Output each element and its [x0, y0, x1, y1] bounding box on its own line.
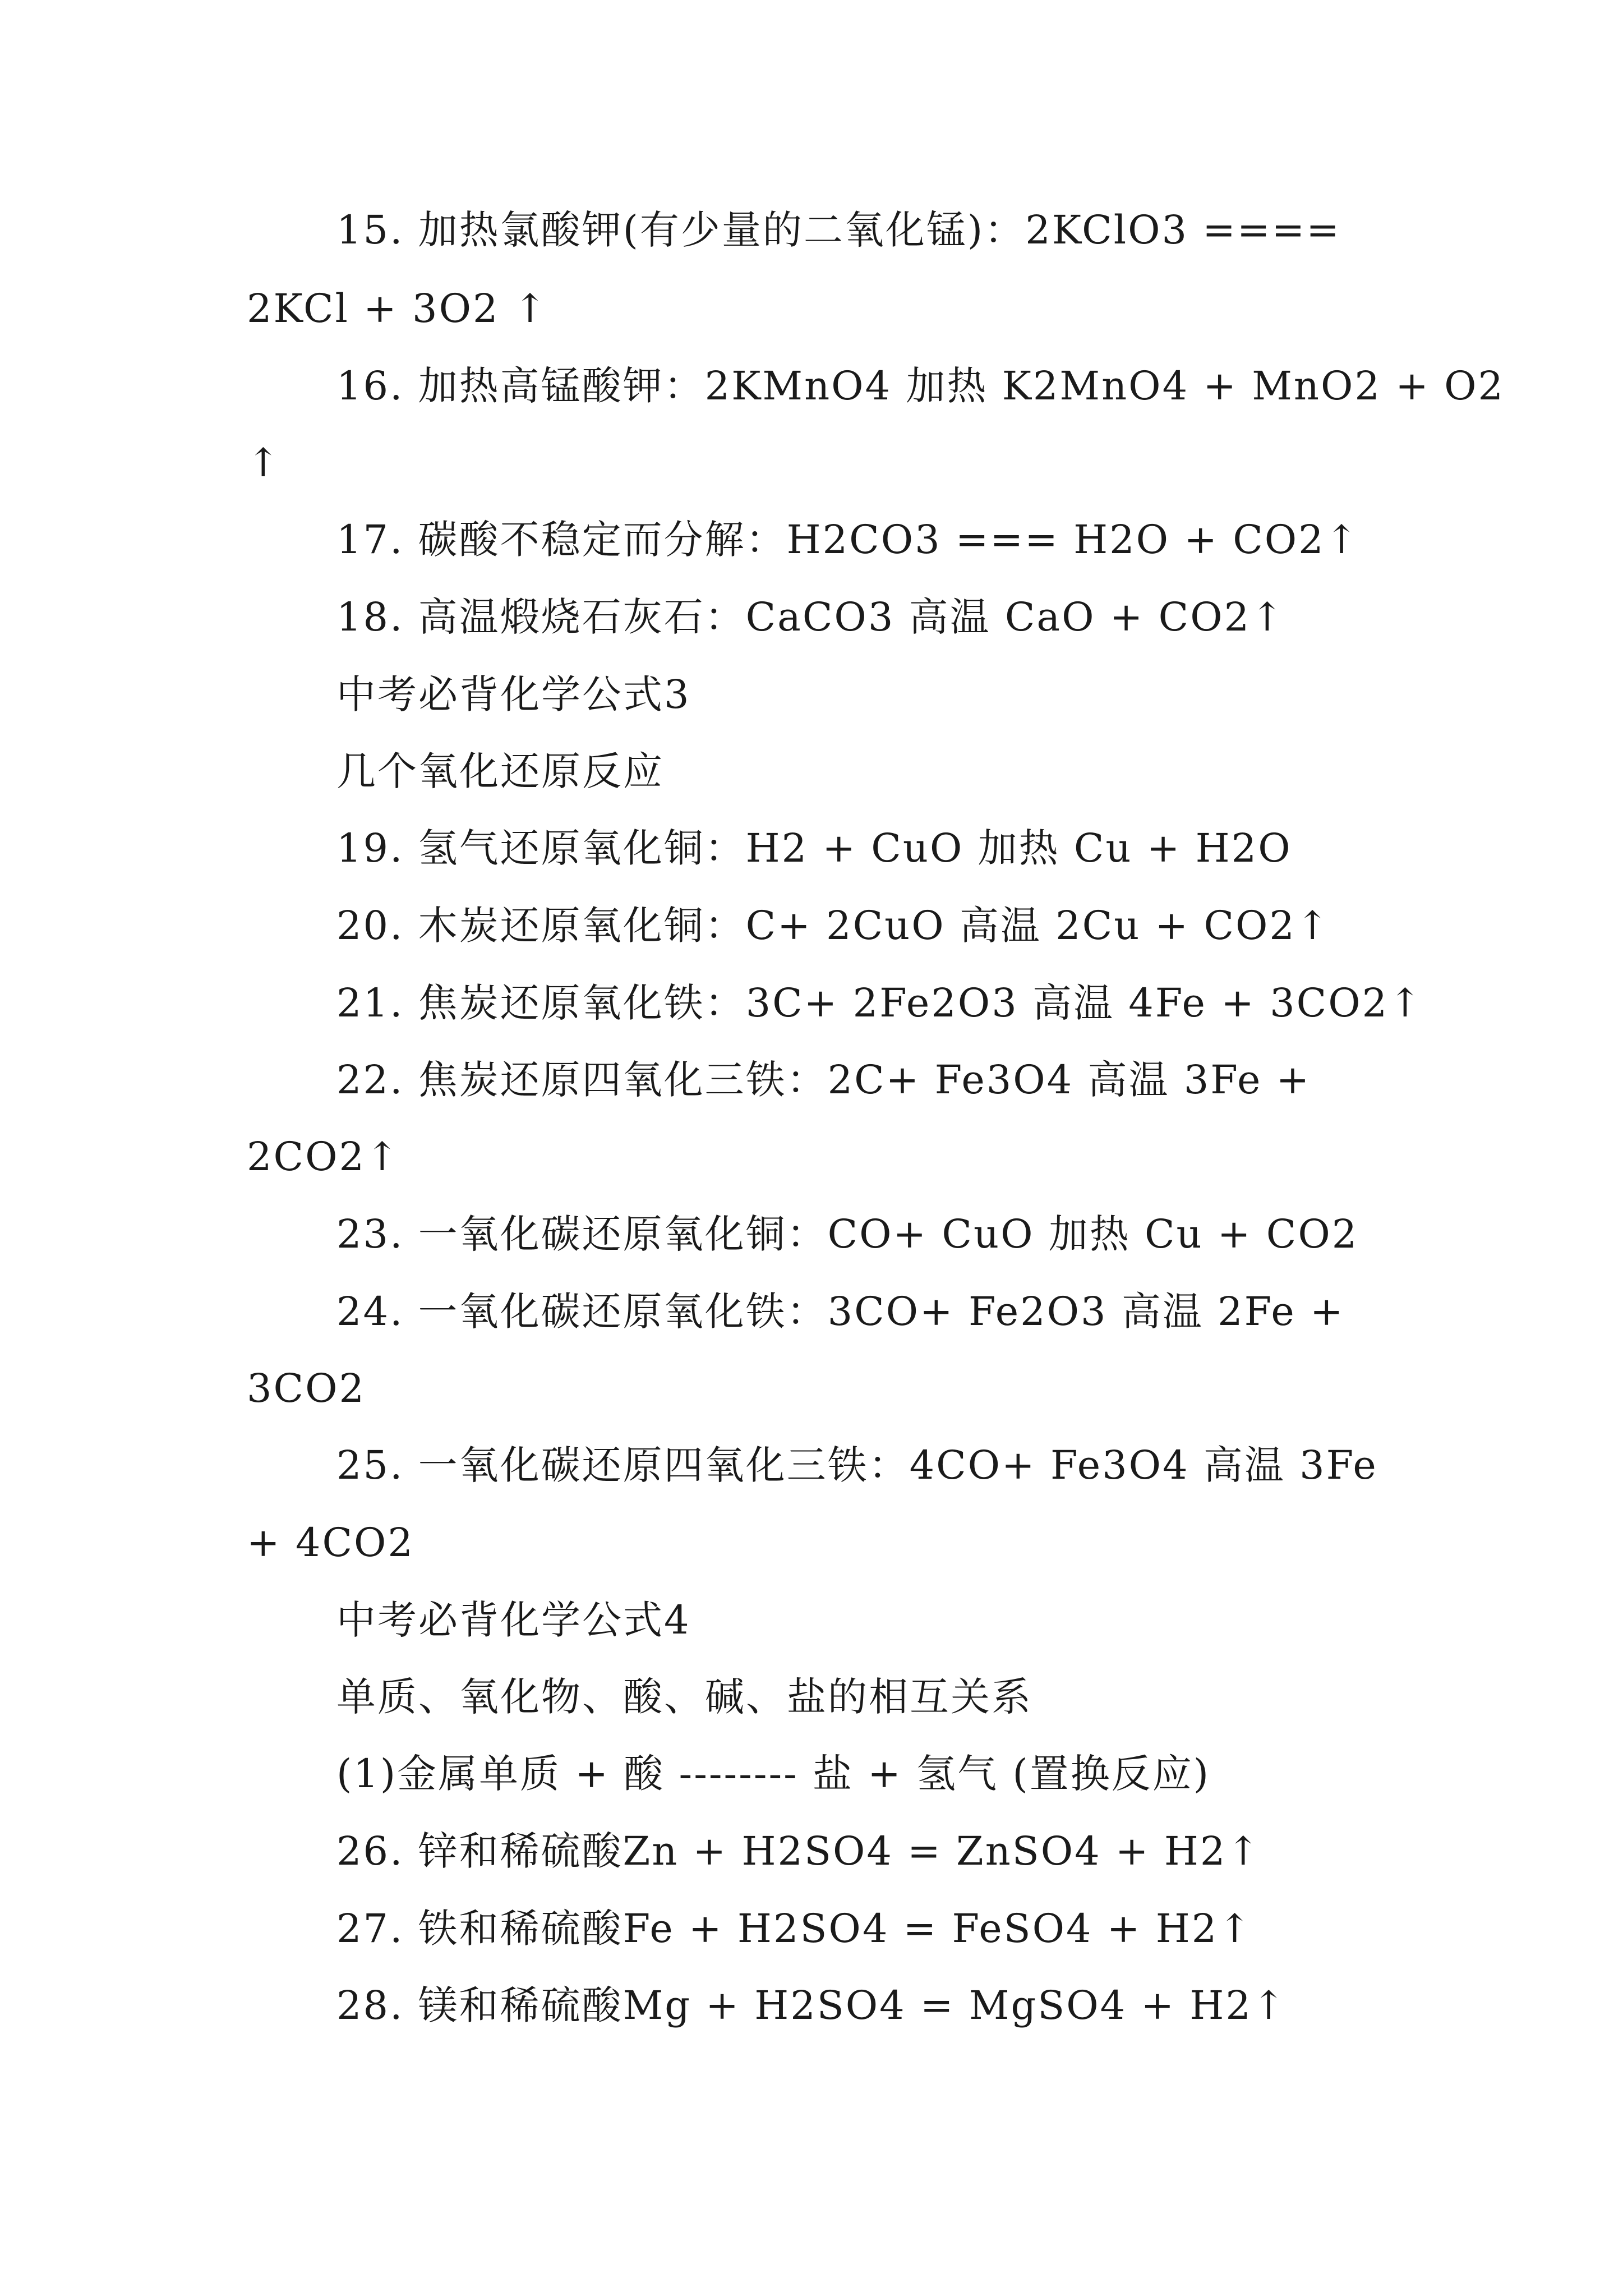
- equation-line-18: 18. 高温煅烧石灰石：CaCO3 高温 CaO + CO2↑: [336, 594, 1285, 640]
- section-subheading-redox: 几个氧化还原反应: [336, 748, 664, 794]
- equation-line-25-cont: + 4CO2: [247, 1520, 414, 1566]
- equation-line-24-cont: 3CO2: [247, 1365, 366, 1411]
- equation-line-24: 24. 一氧化碳还原氧化铁：3CO+ Fe2O3 高温 2Fe +: [336, 1289, 1345, 1335]
- equation-line-25: 25. 一氧化碳还原四氧化三铁：4CO+ Fe3O4 高温 3Fe: [336, 1442, 1378, 1488]
- equation-line-20: 20. 木炭还原氧化铜：C+ 2CuO 高温 2Cu + CO2↑: [336, 903, 1331, 949]
- equation-line-15-cont: 2KCl + 3O2 ↑: [247, 286, 548, 332]
- equation-line-26: 26. 锌和稀硫酸Zn + H2SO4 = ZnSO4 + H2↑: [336, 1828, 1262, 1874]
- equation-line-16-cont: ↑: [247, 440, 282, 486]
- equation-line-15: 15. 加热氯酸钾(有少量的二氧化锰)：2KClO3 ====: [336, 207, 1341, 253]
- equation-line-22: 22. 焦炭还原四氧化三铁：2C+ Fe3O4 高温 3Fe +: [336, 1057, 1311, 1103]
- equation-line-23: 23. 一氧化碳还原氧化铜：CO+ CuO 加热 Cu + CO2: [336, 1211, 1359, 1257]
- equation-line-27: 27. 铁和稀硫酸Fe + H2SO4 = FeSO4 + H2↑: [336, 1906, 1253, 1952]
- equation-line-19: 19. 氢气还原氧化铜：H2 + CuO 加热 Cu + H2O: [336, 825, 1292, 871]
- section-heading-3: 中考必背化学公式3: [336, 671, 691, 717]
- equation-line-22-cont: 2CO2↑: [247, 1134, 400, 1180]
- section-subheading-relations: 单质、氧化物、酸、碱、盐的相互关系: [336, 1674, 1032, 1720]
- section-heading-4: 中考必背化学公式4: [336, 1597, 691, 1643]
- equation-line-28: 28. 镁和稀硫酸Mg + H2SO4 = MgSO4 + H2↑: [336, 1982, 1287, 2028]
- equation-line-16: 16. 加热高锰酸钾：2KMnO4 加热 K2MnO4 + MnO2 + O2: [336, 363, 1505, 409]
- equation-line-17: 17. 碳酸不稳定而分解：H2CO3 === H2O + CO2↑: [336, 517, 1360, 563]
- equation-line-21: 21. 焦炭还原氧化铁：3C+ 2Fe2O3 高温 4Fe + 3CO2↑: [336, 980, 1423, 1026]
- rule-line-metal-acid: (1)金属单质 + 酸 -------- 盐 + 氢气 (置换反应): [336, 1751, 1211, 1797]
